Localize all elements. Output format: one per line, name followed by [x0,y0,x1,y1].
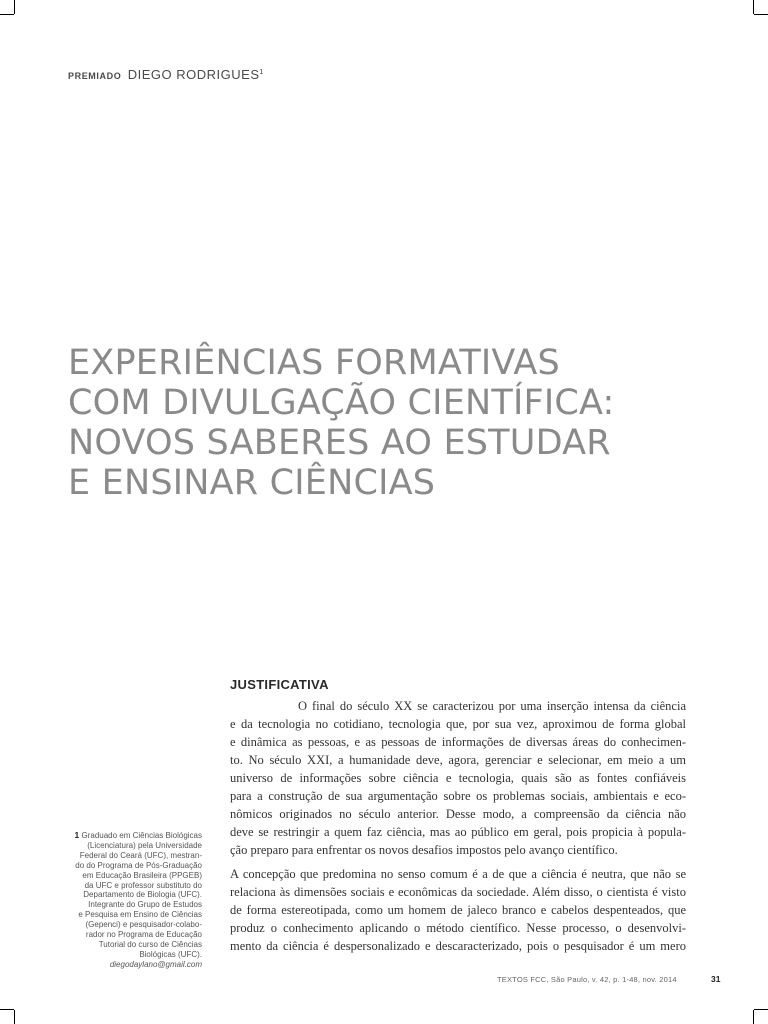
text-line: ção preparo para enfrentar os novos desafios impostos pelo avanço científico. [230,843,618,857]
text-line: O final do século XX se caracterizou por uma inserção intensa da ciência [298,699,686,713]
footnote-line: da UFC e professor substituto do [84,880,202,890]
footnote-email: diegodaylano@gmail.com [109,959,202,969]
text-line: to. No século XXI, a humanidade deve, agora, gerenciar e selecionar, em meio a um [230,753,686,767]
article-title [68,343,615,503]
footnote-line: Tutorial do curso de Ciências [98,939,202,949]
page-number: 31 [711,974,721,984]
text-line: universo de informações sobre ciência e tecnologia, quais são as fontes confiáveis [230,771,686,785]
body-paragraph [230,697,686,859]
text-line: de forma estereotipada, como um homem de jaleco branco e cabelos despenteados, que [230,903,686,917]
author-name: DIEGO RODRIGUES [127,67,260,82]
crop-mark-top-right-horizontal [754,14,768,15]
author-line [68,66,263,84]
crop-mark-bottom-right-horizontal [754,1009,768,1010]
crop-mark-bottom-right-vertical [753,1010,754,1024]
footnote-line: Departamento de Biologia (UFC). [83,890,202,900]
footnote-text: Graduado em Ciências Biológicas [81,831,202,840]
text-line: nômicos originados no século anterior. Desse modo, a compreensão da ciência não [230,807,686,821]
crop-mark-bottom-left-vertical [14,1010,15,1024]
title-line: COM DIVULGAÇÃO CIENTÍFICA: [68,383,615,423]
footnote-line: Federal do Ceará (UFC), mestran- [79,850,202,860]
text-line: deve se restringir a quem faz ciência, mas ao público em geral, pois propicia à popula- [230,825,686,839]
text-line: mento da ciência é despersonalizado e descaracterizado, pois o pesquisador é um mero [230,939,686,953]
crop-mark-top-left-horizontal [0,14,14,15]
title-line: EXPERIÊNCIAS FORMATIVAS [68,343,560,383]
text-line: e da tecnologia no cotidiano, tecnologia que, por sua vez, aproximou de forma global [230,717,686,731]
footnote-line: em Educação Brasileira (PPGEB) [82,870,202,880]
award-label: PREMIADO [68,71,122,81]
body-paragraph [230,865,686,955]
crop-mark-bottom-left-horizontal [0,1009,14,1010]
journal-citation: TEXTOS FCC, São Paulo, v. 42, p. 1-48, nov. 2014 [497,975,677,984]
footnote-line: e Pesquisa em Ensino de Ciências [78,910,202,920]
body-text [230,697,686,955]
text-line: A concepção que predomina no senso comum é a de que a ciência é neutra, que não se [230,867,686,881]
footnote-line: do do Programa de Pós-Graduação [75,860,202,870]
footnote-line: rador no Programa de Educação [85,930,202,940]
crop-mark-top-right-vertical [753,0,754,14]
author-footnote-ref: 1 [259,69,264,76]
text-line: para a construção de sua argumentação sobre os problemas sociais, ambientais e eco- [230,789,686,803]
text-line: produz o conhecimento aplicando o método científico. Nesse processo, o desenvolvi- [230,921,686,935]
text-line: e dinâmica as pessoas, e as pessoas de informações de diversas áreas do conhecimen- [230,735,686,749]
footnote-line: Biológicas (UFC). [139,949,202,959]
title-line: NOVOS SABERES AO ESTUDAR [68,423,611,463]
title-line: E ENSINAR CIÊNCIAS [68,463,436,503]
section-heading: JUSTIFICATIVA [230,677,329,692]
footnote-line: Integrante do Grupo de Estudos [88,900,202,910]
footnote [68,831,202,970]
text-line: relaciona às dimensões sociais e econômicas da sociedade. Além disso, o cientista é visto [230,885,686,899]
crop-mark-top-left-vertical [14,0,15,14]
footnote-line: (Gepenci) e pesquisador-colabo- [85,920,202,930]
footnote-line [68,831,202,841]
footnote-number: 1 [74,830,80,840]
footnote-line: (Licenciatura) pela Universidade [87,840,202,850]
